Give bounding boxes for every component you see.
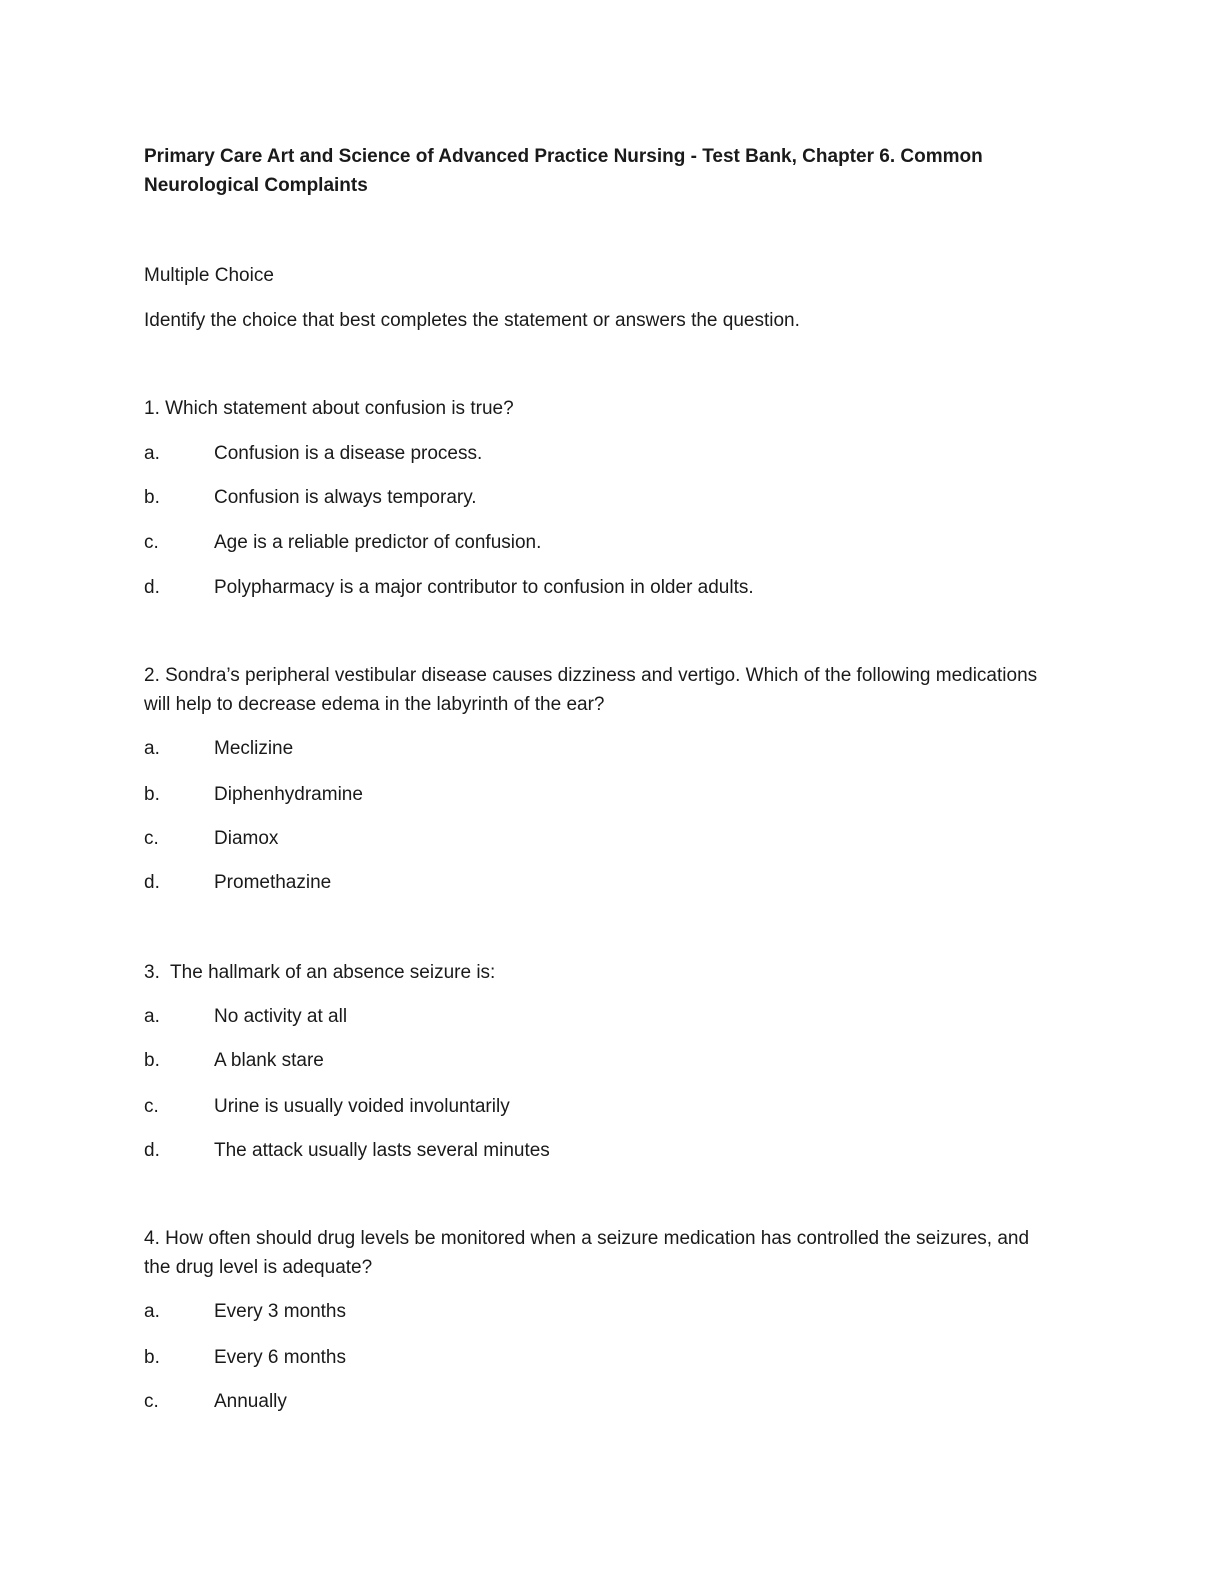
question-1-option-b [144,483,477,512]
option-text: Every 6 months [214,1347,346,1368]
option-text: The attack usually lasts several minutes [214,1140,550,1161]
question-3-text: 3. The hallmark of an absence seizure is: [144,962,496,983]
option-letter: d. [144,577,160,598]
option-letter: d. [144,872,160,893]
question-2-option-c [144,824,278,853]
option-text: Polypharmacy is a major contributor to confusion in older adults. [214,577,754,598]
option-letter: c. [144,1391,159,1412]
section-heading: Multiple Choice [144,265,274,286]
option-text: Urine is usually voided involuntarily [214,1096,510,1117]
question-2-option-b [144,780,363,809]
question-2-option-d [144,868,331,897]
question-3-option-b [144,1046,324,1075]
option-text: No activity at all [214,1006,348,1027]
document-title: Primary Care Art and Science of Advanced Practice Nursing - Test Bank, Chapter 6. Common Neurological Complaints [144,146,983,196]
option-letter: d. [144,1140,160,1161]
question-4-option-b [144,1343,346,1372]
question-3-option-a [144,1002,347,1031]
question-4-option-a [144,1297,346,1326]
option-text: Age is a reliable predictor of confusion. [214,532,542,553]
option-text: A blank stare [214,1050,324,1071]
question-2-option-a [144,734,293,763]
option-text: Every 3 months [214,1301,346,1322]
option-letter: a. [144,1006,160,1027]
option-letter: c. [144,828,159,849]
option-letter: a. [144,443,160,464]
option-text: Promethazine [214,872,332,893]
option-text: Confusion is a disease process. [214,443,483,464]
option-letter: a. [144,738,160,759]
option-text: Confusion is always temporary. [214,487,477,508]
option-letter: b. [144,487,160,508]
instructions: Identify the choice that best completes the statement or answers the question. [144,310,800,331]
option-text: Diphenhydramine [214,784,363,805]
option-text: Diamox [214,828,279,849]
question-1-option-a [144,439,482,468]
question-4-option-c [144,1387,287,1416]
option-letter: b. [144,784,160,805]
option-letter: b. [144,1347,160,1368]
question-1-option-c [144,528,541,557]
option-letter: c. [144,1096,159,1117]
option-letter: a. [144,1301,160,1322]
question-1-text: 1. Which statement about confusion is true? [144,398,514,419]
option-letter: c. [144,532,159,553]
option-text: Meclizine [214,738,294,759]
question-2-text: 2. Sondra’s peripheral vestibular disease causes dizziness and vertigo. Which of the following medications will help to decrease edema in the labyrinth of the ear? [144,665,1038,715]
question-3-option-c [144,1092,510,1121]
question-3-option-d [144,1136,550,1165]
option-letter: b. [144,1050,160,1071]
question-1-option-d [144,573,754,602]
option-text: Annually [214,1391,287,1412]
question-4-text: 4. How often should drug levels be monitored when a seizure medication has controlled the seizures, and the drug level is adequate? [144,1228,1030,1278]
